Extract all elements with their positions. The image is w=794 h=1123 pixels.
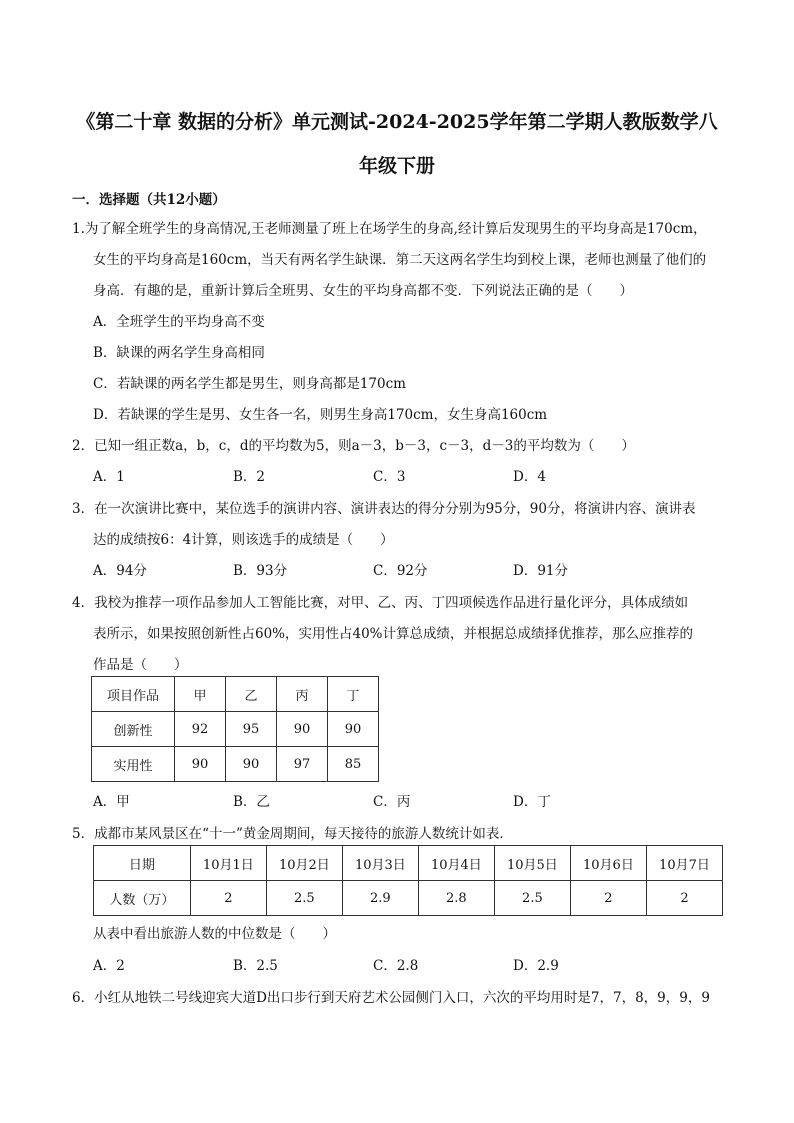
table-cell: 项目作品 — [92, 677, 175, 712]
table-cell: 97 — [277, 747, 328, 782]
table-cell: 92 — [175, 712, 226, 747]
title-line-2: 年级下册 — [358, 155, 435, 177]
question-2-option-b: B．2 — [233, 469, 266, 485]
question-1-option-c: C．若缺课的两名学生都是男生，则身高都是170cm — [93, 376, 406, 392]
table-cell: 10月7日 — [646, 846, 722, 881]
question-1-line-1: 1.为了解全班学生的身高情况,王老师测量了班上在场学生的身高,经计算后发现男生的平均身高是170cm， — [72, 221, 707, 237]
table-cell: 10月2日 — [266, 846, 342, 881]
question-2-option-d: D．4 — [513, 469, 546, 485]
table-cell: 2 — [646, 881, 722, 916]
table-cell: 10月3日 — [342, 846, 418, 881]
table-cell: 85 — [328, 747, 379, 782]
table-row — [92, 747, 379, 782]
table-cell: 实用性 — [92, 747, 175, 782]
table-cell: 10月4日 — [418, 846, 494, 881]
question-5-line-1: 5．成都市某风景区在“十一”黄金周期间，每天接待的旅游人数统计如表． — [72, 826, 513, 842]
question-1-option-b: B．缺课的两名学生身高相同 — [93, 345, 265, 361]
question-4-line-1: 4．我校为推荐一项作品参加人工智能比赛，对甲、乙、丙、丁四项候选作品进行量化评分，具体成绩如 — [72, 595, 689, 611]
question-5-option-a: A．2 — [93, 958, 125, 974]
question-2-line-1: 2．已知一组正数a，b，c，d的平均数为5，则a－3，b－3，c－3，d－3的平均数为（ ） — [72, 438, 635, 454]
question-4-option-c: C．丙 — [373, 794, 411, 810]
question-5-option-d: D．2.9 — [513, 958, 559, 974]
question-3-option-d: D．91分 — [513, 563, 569, 579]
table-cell: 10月1日 — [190, 846, 266, 881]
table-header-row — [94, 846, 723, 881]
question-3-line-1: 3．在一次演讲比赛中，某位选手的演讲内容、演讲表达的得分分别为95分，90分，将演讲内容、演讲表 — [72, 501, 696, 517]
question-5-option-b: B．2.5 — [233, 958, 278, 974]
table-header-row — [92, 677, 379, 712]
table-cell: 人数（万） — [94, 881, 191, 916]
table-cell: 2 — [570, 881, 646, 916]
question-4-options — [93, 790, 551, 810]
question-3-option-c: C．92分 — [373, 563, 428, 579]
question-5-options — [93, 954, 559, 974]
title-line-1: 《第二十章 数据的分析》单元测试-2024-2025学年第二学期人教版数学八 — [76, 111, 718, 133]
table-cell: 2.8 — [418, 881, 494, 916]
table-cell: 90 — [175, 747, 226, 782]
question-1-line-2: 女生的平均身高是160cm，当天有两名学生缺课．第二天这两名学生均到校上课，老师也测量了他们的 — [93, 252, 707, 268]
table-cell: 2 — [190, 881, 266, 916]
question-3-line-2: 达的成绩按6：4计算，则该选手的成绩是（ ） — [93, 532, 394, 548]
table-cell: 2.5 — [494, 881, 570, 916]
table-cell: 丙 — [277, 677, 328, 712]
table-cell: 2.9 — [342, 881, 418, 916]
question-1-option-d: D．若缺课的学生是男、女生各一名，则男生身高170cm，女生身高160cm — [93, 407, 548, 423]
table-cell: 2.5 — [266, 881, 342, 916]
document-title — [60, 100, 734, 188]
table-cell: 乙 — [226, 677, 277, 712]
table-cell: 10月5日 — [494, 846, 570, 881]
table-cell: 甲 — [175, 677, 226, 712]
question-1-line-3: 身高．有趣的是，重新计算后全班男、女生的平均身高都不变．下列说法正确的是（ ） — [93, 283, 633, 299]
question-5-option-c: C．2.8 — [373, 958, 419, 974]
question-1-option-a: A．全班学生的平均身高不变 — [93, 314, 265, 330]
table-cell: 90 — [226, 747, 277, 782]
question-2-option-a: A．1 — [93, 469, 125, 485]
question-2-option-c: C．3 — [373, 469, 406, 485]
table-cell: 创新性 — [92, 712, 175, 747]
question-6-line-1: 6．小红从地铁二号线迎宾大道D出口步行到天府艺术公园侧门入口，六次的平均用时是7，7，8，9，9，9 — [72, 990, 710, 1006]
question-4-option-b: B．乙 — [233, 794, 270, 810]
question-5-line-2: 从表中看出旅游人数的中位数是（ ） — [93, 926, 336, 942]
question-2-options — [93, 465, 546, 485]
section-heading: 一．选择题（共12小题） — [72, 192, 226, 208]
question-3-option-b: B．93分 — [233, 563, 288, 579]
table-row — [94, 881, 723, 916]
table-cell: 丁 — [328, 677, 379, 712]
question-4-option-a: A．甲 — [93, 794, 130, 810]
table-cell: 90 — [277, 712, 328, 747]
table-row — [92, 712, 379, 747]
table-cell: 10月6日 — [570, 846, 646, 881]
question-4-option-d: D．丁 — [513, 794, 551, 810]
question-5-visitor-table — [93, 845, 723, 916]
question-4-line-2: 表所示，如果按照创新性占60%，实用性占40%计算总成绩，并根据总成绩择优推荐，那么应推荐的 — [93, 626, 694, 642]
question-4-line-3: 作品是（ ） — [93, 657, 188, 673]
table-cell: 日期 — [94, 846, 191, 881]
question-3-options — [93, 559, 568, 579]
question-3-option-a: A．94分 — [93, 563, 147, 579]
table-cell: 90 — [328, 712, 379, 747]
question-4-score-table — [91, 676, 379, 782]
table-cell: 95 — [226, 712, 277, 747]
